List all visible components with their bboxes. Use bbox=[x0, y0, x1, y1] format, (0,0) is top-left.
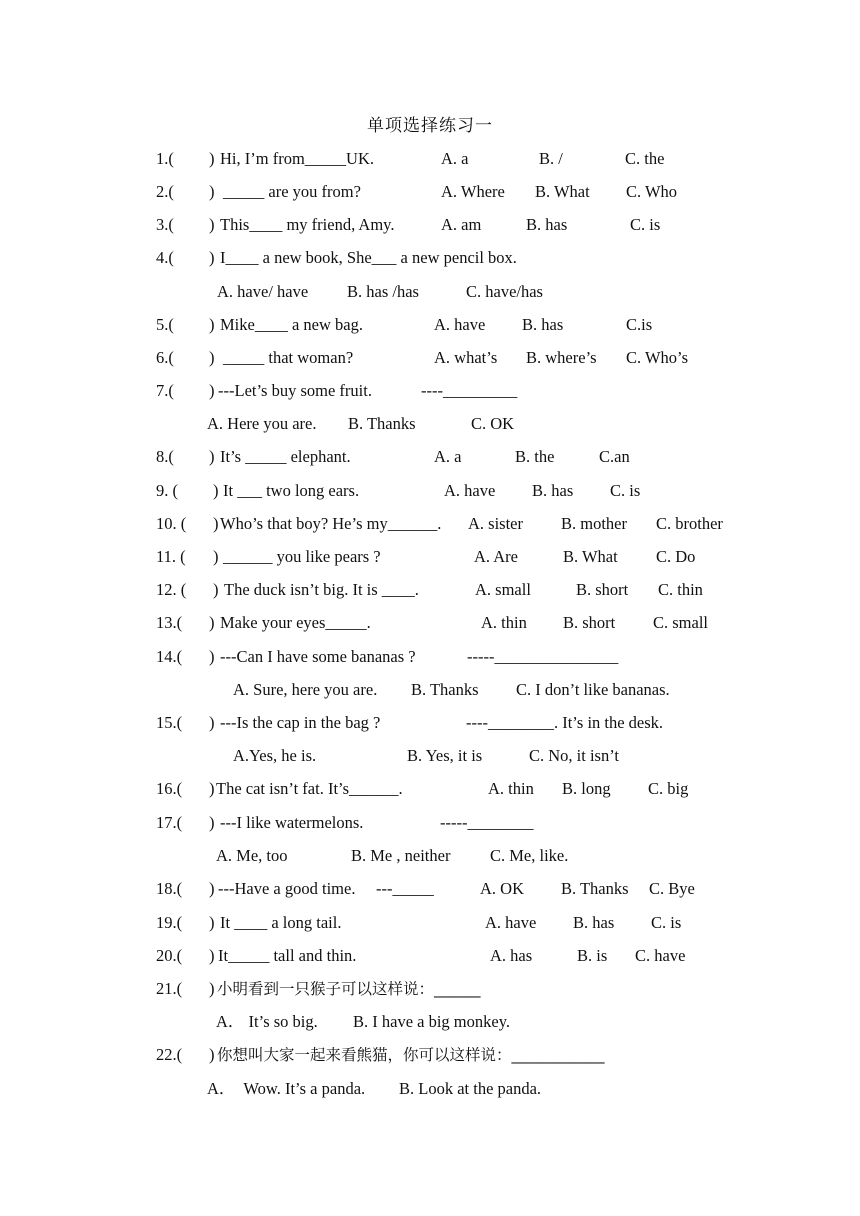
question-number: 10. ( bbox=[156, 514, 187, 533]
question-5 bbox=[156, 313, 756, 337]
question-stem: 小明看到一只猴子可以这样说：______ bbox=[217, 980, 481, 998]
option-b: B. has bbox=[573, 913, 615, 932]
question-number: 15.( bbox=[156, 713, 183, 732]
option-b: B. Thanks bbox=[411, 680, 479, 699]
question-number: 2.( bbox=[156, 182, 174, 201]
question-stem: It ___ two long ears. bbox=[223, 481, 360, 500]
question-number: 14.( bbox=[156, 647, 183, 666]
answer-paren: ) bbox=[209, 913, 215, 932]
option-a: A. thin bbox=[481, 613, 527, 632]
option-b: B. I have a big monkey. bbox=[353, 1012, 511, 1031]
question-4-options bbox=[156, 280, 756, 304]
question-stem: ---Can I have some bananas ? bbox=[220, 647, 416, 666]
option-a: A. Me, too bbox=[216, 846, 288, 865]
reply-blank: ----_________ bbox=[421, 381, 518, 400]
option-c: C. small bbox=[653, 613, 709, 632]
option-c: C.is bbox=[626, 315, 653, 334]
question-stem: Mike____ a new bag. bbox=[220, 315, 363, 334]
option-a: A. have bbox=[444, 481, 496, 500]
question-15 bbox=[156, 711, 756, 735]
answer-paren: ) bbox=[209, 946, 215, 965]
question-stem: _____ are you from? bbox=[223, 182, 361, 201]
option-b: B. Yes, it is bbox=[407, 746, 483, 765]
option-c: C. have bbox=[635, 946, 686, 965]
option-a: A. have bbox=[434, 315, 486, 334]
answer-paren: ) bbox=[209, 182, 215, 201]
question-stem: ---Let’s buy some fruit. bbox=[218, 381, 372, 400]
option-c: C. Bye bbox=[649, 879, 695, 898]
question-number: 9. ( bbox=[156, 481, 178, 500]
answer-paren: ) bbox=[213, 580, 219, 599]
answer-paren: ) bbox=[213, 547, 219, 566]
option-a: A. a bbox=[441, 149, 469, 168]
question-number: 21.( bbox=[156, 979, 183, 998]
question-number: 18.( bbox=[156, 879, 183, 898]
question-1 bbox=[156, 147, 756, 171]
option-b: B. short bbox=[563, 613, 616, 632]
question-number: 13.( bbox=[156, 613, 183, 632]
question-3 bbox=[156, 213, 756, 237]
answer-paren: ) bbox=[209, 447, 215, 466]
option-a: A. has bbox=[490, 946, 533, 965]
question-21 bbox=[156, 977, 756, 1001]
question-22-options bbox=[156, 1077, 756, 1101]
reply-blank: -----________ bbox=[440, 813, 534, 832]
option-b: B. Thanks bbox=[561, 879, 629, 898]
question-12 bbox=[156, 578, 756, 602]
option-c: C. is bbox=[610, 481, 641, 500]
option-a: A. have/ have bbox=[217, 282, 309, 301]
question-13 bbox=[156, 611, 756, 635]
answer-paren: ) bbox=[209, 647, 215, 666]
question-stem: Hi, I’m from_____UK. bbox=[220, 149, 374, 168]
option-a: A. a bbox=[434, 447, 462, 466]
answer-paren: ) bbox=[209, 381, 215, 400]
answer-paren: ) bbox=[209, 613, 215, 632]
question-stem: The cat isn’t fat. It’s______. bbox=[216, 779, 403, 798]
option-b: B. has /has bbox=[347, 282, 419, 301]
option-c: C. thin bbox=[658, 580, 703, 599]
question-number: 19.( bbox=[156, 913, 183, 932]
option-c: C. Me, like. bbox=[490, 846, 569, 865]
question-stem: It_____ tall and thin. bbox=[218, 946, 357, 965]
answer-paren: ) bbox=[209, 713, 215, 732]
question-number: 16.( bbox=[156, 779, 183, 798]
option-c: C. is bbox=[651, 913, 682, 932]
option-b: B. What bbox=[535, 182, 590, 201]
option-a: A． Wow. It’s a panda. bbox=[207, 1079, 366, 1098]
question-15-options bbox=[156, 744, 756, 768]
question-stem: ---I like watermelons. bbox=[220, 813, 364, 832]
answer-paren: ) bbox=[209, 348, 215, 367]
question-2 bbox=[156, 180, 756, 204]
option-a: A. OK bbox=[480, 879, 524, 898]
question-17-options bbox=[156, 844, 756, 868]
option-a: A.Yes, he is. bbox=[233, 746, 317, 765]
option-c: C. Who bbox=[626, 182, 678, 201]
question-stem: This____ my friend, Amy. bbox=[220, 215, 395, 234]
question-20 bbox=[156, 944, 756, 968]
option-b: B. Thanks bbox=[348, 414, 416, 433]
question-9 bbox=[156, 479, 756, 503]
question-stem: It’s _____ elephant. bbox=[220, 447, 351, 466]
option-b: B. has bbox=[532, 481, 574, 500]
option-c: C. is bbox=[630, 215, 661, 234]
option-a: A. small bbox=[475, 580, 531, 599]
question-21-options bbox=[156, 1010, 756, 1034]
question-stem: _____ that woman? bbox=[223, 348, 354, 367]
question-11 bbox=[156, 545, 756, 569]
question-stem: Who’s that boy? He’s my______. bbox=[220, 514, 442, 533]
question-stem: I____ a new book, She___ a new pencil box. bbox=[220, 248, 517, 267]
question-stem: Make your eyes_____. bbox=[220, 613, 371, 632]
option-a: A. am bbox=[441, 215, 482, 234]
option-a: A. have bbox=[485, 913, 537, 932]
question-stem: It ____ a long tail. bbox=[220, 913, 342, 932]
question-number: 6.( bbox=[156, 348, 174, 367]
question-10 bbox=[156, 512, 756, 536]
answer-paren: ) bbox=[209, 215, 215, 234]
question-number: 4.( bbox=[156, 248, 174, 267]
answer-paren: ) bbox=[209, 315, 215, 334]
reply-blank: -----_______________ bbox=[467, 647, 619, 666]
option-a: A． It’s so big. bbox=[216, 1012, 318, 1031]
option-b: B. Look at the panda. bbox=[399, 1079, 542, 1098]
option-c: C.an bbox=[599, 447, 630, 466]
question-18 bbox=[156, 877, 756, 901]
question-number: 20.( bbox=[156, 946, 183, 965]
question-number: 3.( bbox=[156, 215, 174, 234]
option-b: B. where’s bbox=[526, 348, 597, 367]
option-c: C. No, it isn’t bbox=[529, 746, 620, 765]
question-stem: 你想叫大家一起来看熊猫，你可以这样说：____________ bbox=[217, 1046, 605, 1064]
answer-paren: ) bbox=[209, 979, 215, 998]
answer-paren: ) bbox=[209, 149, 215, 168]
question-stem: ______ you like pears ? bbox=[223, 547, 381, 566]
question-number: 1.( bbox=[156, 149, 174, 168]
option-c: C. Who’s bbox=[626, 348, 689, 367]
option-b: B. Me , neither bbox=[351, 846, 451, 865]
question-number: 17.( bbox=[156, 813, 183, 832]
worksheet-title: 单项选择练习一 bbox=[367, 116, 493, 136]
option-a: A. Sure, here you are. bbox=[233, 680, 378, 699]
answer-paren: ) bbox=[209, 248, 215, 267]
option-b: B. is bbox=[577, 946, 608, 965]
answer-paren: ) bbox=[213, 514, 219, 533]
question-7-options bbox=[156, 412, 756, 436]
option-a: A. Here you are. bbox=[207, 414, 317, 433]
option-c: C. big bbox=[648, 779, 689, 798]
answer-paren: ) bbox=[213, 481, 219, 500]
option-a: A. Are bbox=[474, 547, 518, 566]
question-16 bbox=[156, 777, 756, 801]
question-14-options bbox=[156, 678, 756, 702]
option-b: B. has bbox=[526, 215, 568, 234]
question-stem: The duck isn’t big. It is ____. bbox=[224, 580, 419, 599]
option-c: C. brother bbox=[656, 514, 723, 533]
option-b: B. / bbox=[539, 149, 563, 168]
question-number: 5.( bbox=[156, 315, 174, 334]
question-14 bbox=[156, 645, 756, 669]
question-19 bbox=[156, 911, 756, 935]
option-c: C. have/has bbox=[466, 282, 543, 301]
option-c: C. OK bbox=[471, 414, 515, 433]
option-a: A. Where bbox=[441, 182, 505, 201]
question-22 bbox=[156, 1043, 756, 1067]
option-b: B. What bbox=[563, 547, 618, 566]
option-c: C. Do bbox=[656, 547, 696, 566]
question-number: 11. ( bbox=[156, 547, 186, 566]
question-6 bbox=[156, 346, 756, 370]
option-b: B. mother bbox=[561, 514, 627, 533]
reply-blank: ---_____ bbox=[376, 879, 434, 898]
option-b: B. the bbox=[515, 447, 555, 466]
option-a: A. what’s bbox=[434, 348, 498, 367]
question-number: 8.( bbox=[156, 447, 174, 466]
question-stem: ---Have a good time. bbox=[218, 879, 356, 898]
question-number: 12. ( bbox=[156, 580, 187, 599]
option-a: A. sister bbox=[468, 514, 523, 533]
reply-blank: ----________. It’s in the desk. bbox=[466, 713, 664, 732]
question-number: 22.( bbox=[156, 1045, 183, 1064]
question-4 bbox=[156, 246, 756, 270]
question-7 bbox=[156, 379, 756, 403]
question-number: 7.( bbox=[156, 381, 174, 400]
option-c: C. I don’t like bananas. bbox=[516, 680, 670, 699]
answer-paren: ) bbox=[209, 813, 215, 832]
option-b: B. long bbox=[562, 779, 611, 798]
option-a: A. thin bbox=[488, 779, 534, 798]
question-8 bbox=[156, 445, 756, 469]
answer-paren: ) bbox=[209, 879, 215, 898]
question-17 bbox=[156, 811, 756, 835]
answer-paren: ) bbox=[209, 779, 215, 798]
option-b: B. has bbox=[522, 315, 564, 334]
question-stem: ---Is the cap in the bag ? bbox=[220, 713, 381, 732]
option-c: C. the bbox=[625, 149, 665, 168]
option-b: B. short bbox=[576, 580, 629, 599]
answer-paren: ) bbox=[209, 1045, 215, 1064]
